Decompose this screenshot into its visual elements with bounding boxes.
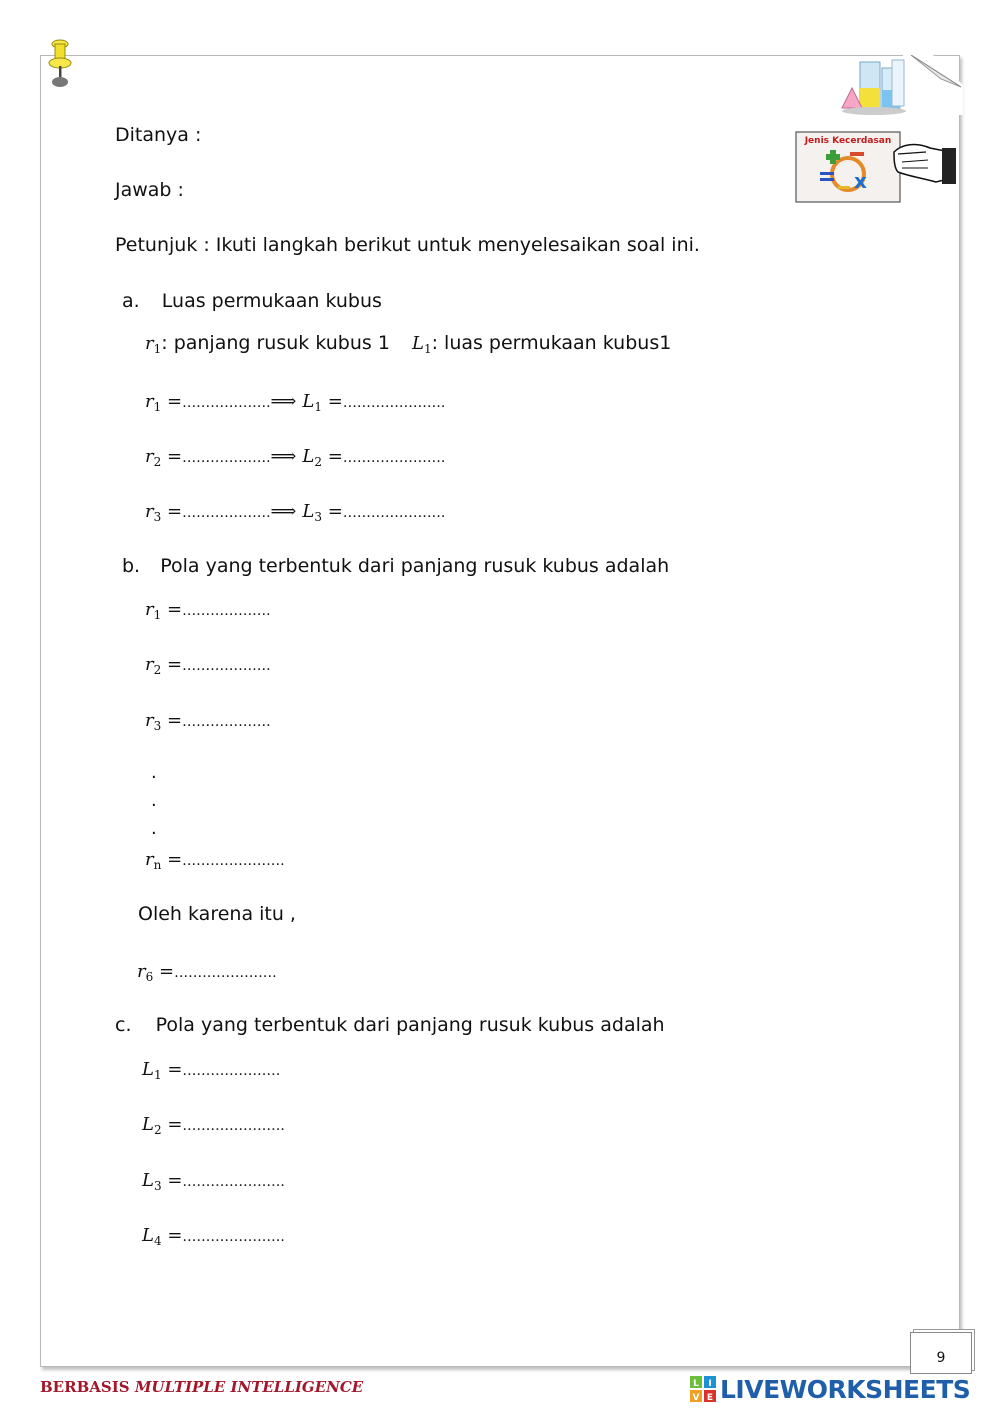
section-b-heading [122, 557, 669, 576]
intelligence-card [790, 128, 960, 208]
petunjuk-text: Petunjuk : Ikuti langkah berikut untuk menyelesaikan soal ini. [115, 234, 700, 256]
answer-row-b1[interactable]: $r_1$ =………………. [145, 599, 271, 622]
answer-row-a2[interactable]: $r_2$ =……………….⟹ $L_2$ =…………………. [145, 446, 446, 469]
jawab-label: Jawab : [115, 179, 184, 201]
section-c-title: Pola yang terbentuk dari panjang rusuk kubus adalah [155, 1014, 665, 1036]
card-title: Jenis Kecerdasan [804, 136, 892, 146]
definition-l1: $L_1$: luas permukaan kubus1 [412, 332, 672, 356]
section-a-heading [122, 292, 382, 311]
pushpin-icon [44, 38, 78, 90]
brand-text: LIVEWORKSHEETS [720, 1374, 971, 1404]
page-number: 9 [910, 1332, 972, 1374]
footer-title: BERBASIS MULTIPLE INTELLIGENCE [40, 1378, 364, 1396]
section-b-title: Pola yang terbentuk dari panjang rusuk kubus adalah [160, 555, 670, 577]
svg-text:x: x [854, 169, 867, 193]
pointing-hand-icon [894, 145, 956, 184]
answer-row-c3[interactable]: $L_3$ =…………………. [142, 1170, 285, 1193]
section-a-marker: a. [122, 290, 140, 312]
section-c-heading [115, 1016, 665, 1035]
section-b-marker: b. [122, 555, 141, 577]
answer-row-a1[interactable]: $r_1$ =……………….⟹ $L_1$ =…………………. [145, 391, 446, 414]
section-a-title: Luas permukaan kubus [161, 290, 382, 312]
lab-flasks-icon [836, 58, 912, 118]
conclusion-text: Oleh karena itu , [138, 903, 296, 925]
answer-row-c2[interactable]: $L_2$ =…………………. [142, 1114, 285, 1137]
svg-text:E: E [706, 1393, 714, 1402]
ditanya-label: Ditanya : [115, 124, 202, 146]
definition-r1: $r_1$: panjang rusuk kubus 1 [145, 332, 390, 356]
ellipsis-dot: . [151, 818, 157, 839]
answer-row-c1[interactable]: $L_1$ =………………… [142, 1059, 281, 1082]
ellipsis-dot: . [151, 762, 157, 783]
answer-row-b2[interactable]: $r_2$ =………………. [145, 654, 271, 677]
answer-row-rn[interactable]: $r_n$ =…………………. [145, 849, 285, 872]
svg-text:V: V [692, 1393, 700, 1402]
ellipsis-dot: . [151, 790, 157, 811]
answer-row-c4[interactable]: $L_4$ =…………………. [142, 1225, 285, 1248]
liveworksheets-logo-icon [690, 1376, 716, 1402]
answer-row-a3[interactable]: $r_3$ =……………….⟹ $L_3$ =…………………. [145, 501, 446, 524]
answer-row-b3[interactable]: $r_3$ =………………. [145, 710, 271, 733]
liveworksheets-brand[interactable] [690, 1372, 970, 1406]
svg-text:I: I [708, 1379, 712, 1389]
svg-text:L: L [693, 1379, 699, 1389]
answer-row-r6[interactable]: $r_6$ =…………………. [137, 961, 277, 984]
section-c-marker: c. [115, 1014, 132, 1036]
page-curl-icon [903, 55, 963, 115]
